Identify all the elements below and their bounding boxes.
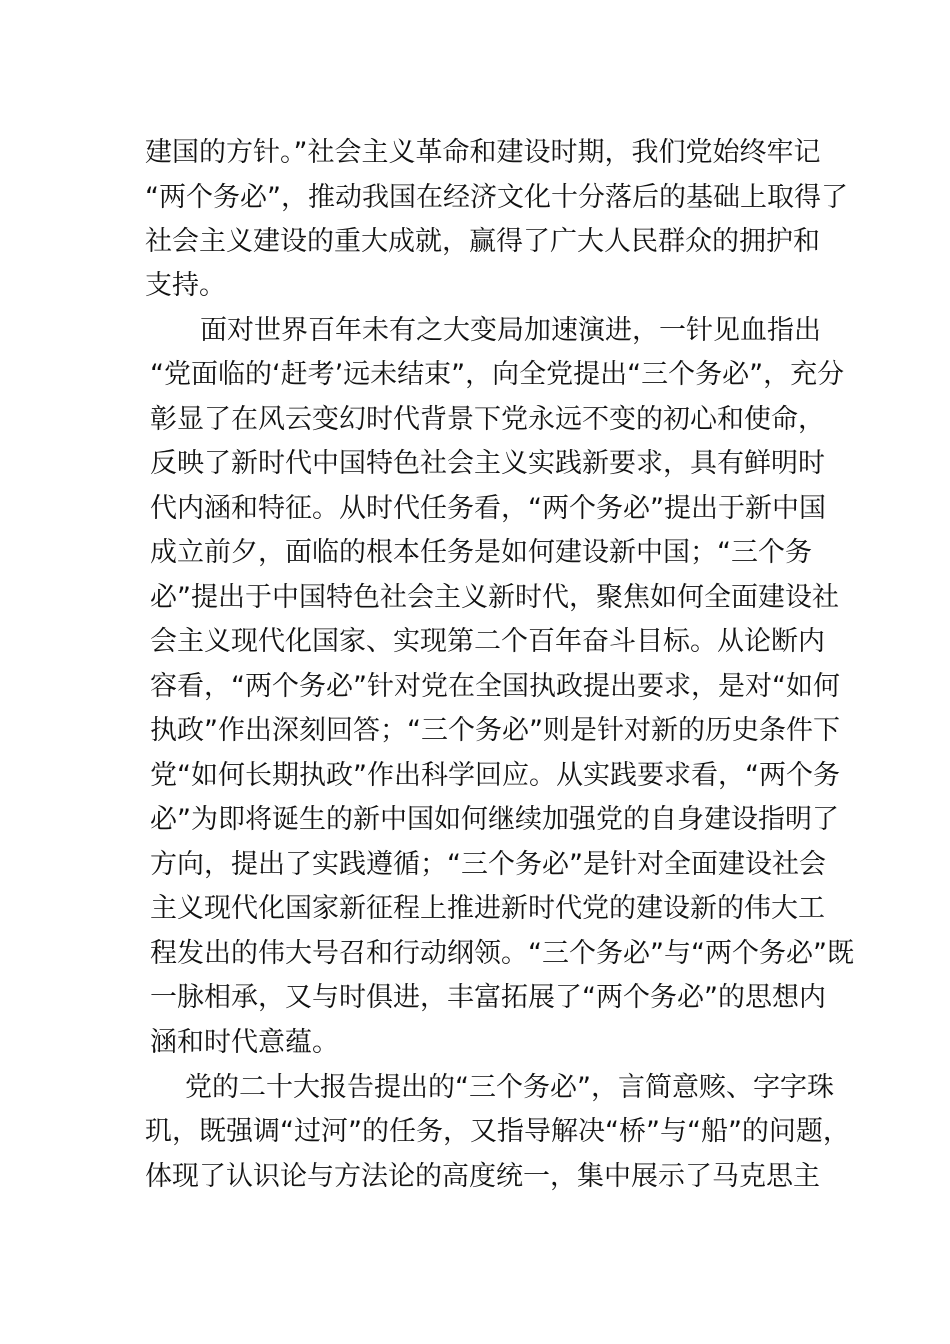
text-line: 容看，“两个务必”针对党在全国执政提出要求，是对“如何 bbox=[150, 671, 840, 702]
text-line: 反映了新时代中国特色社会主义实践新要求，具有鲜明时 bbox=[150, 448, 825, 479]
text-line: 体现了认识论与方法论的高度统一，集中展示了马克思主 bbox=[145, 1161, 820, 1192]
text-line: 会主义现代化国家、实现第二个百年奋斗目标。从论断内 bbox=[150, 626, 825, 657]
text-line: 方向，提出了实践遵循；“三个务必”是针对全面建设社会 bbox=[150, 849, 826, 880]
text-line: 社会主义建设的重大成就，赢得了广大人民群众的拥护和 bbox=[145, 226, 820, 257]
paragraph-first-line: 面对世界百年未有之大变局加速演进，一针见血指出 bbox=[200, 315, 821, 346]
text-line: 程发出的伟大号召和行动纲领。“三个务必”与“两个务必”既 bbox=[150, 938, 854, 969]
text-line: 玑，既强调“过河”的任务，又指导解决“桥”与“船”的问题， bbox=[145, 1116, 850, 1147]
paragraph-first-line: 党的二十大报告提出的“三个务必”，言简意赅、字字珠 bbox=[185, 1072, 834, 1103]
text-line: “党面临的‘赶考’远未结束”，向全党提出“三个务必”，充分 bbox=[150, 359, 845, 390]
text-line: 支持。 bbox=[145, 270, 226, 301]
text-line: 必”提出于中国特色社会主义新时代，聚焦如何全面建设社 bbox=[150, 582, 839, 613]
text-line: 成立前夕，面临的根本任务是如何建设新中国；“三个务 bbox=[150, 537, 812, 568]
text-line: 党“如何长期执政”作出科学回应。从实践要求看，“两个务 bbox=[150, 760, 840, 791]
text-line: 彰显了在风云变幻时代背景下党永远不变的初心和使命， bbox=[150, 404, 825, 435]
text-line: 代内涵和特征。从时代任务看，“两个务必”提出于新中国 bbox=[150, 493, 826, 524]
text-line: 主义现代化国家新征程上推进新时代党的建设新的伟大工 bbox=[150, 893, 825, 924]
text-line: 必”为即将诞生的新中国如何继续加强党的自身建设指明了 bbox=[150, 804, 839, 835]
text-line: 执政”作出深刻回答；“三个务必”则是针对新的历史条件下 bbox=[150, 715, 840, 746]
text-line: 建国的方针。”社会主义革命和建设时期，我们党始终牢记 bbox=[145, 137, 821, 168]
text-line: “两个务必”，推动我国在经济文化十分落后的基础上取得了 bbox=[145, 182, 848, 213]
text-line: 一脉相承，又与时俱进，丰富拓展了“两个务必”的思想内 bbox=[150, 982, 826, 1013]
text-line: 涵和时代意蕴。 bbox=[150, 1027, 339, 1058]
